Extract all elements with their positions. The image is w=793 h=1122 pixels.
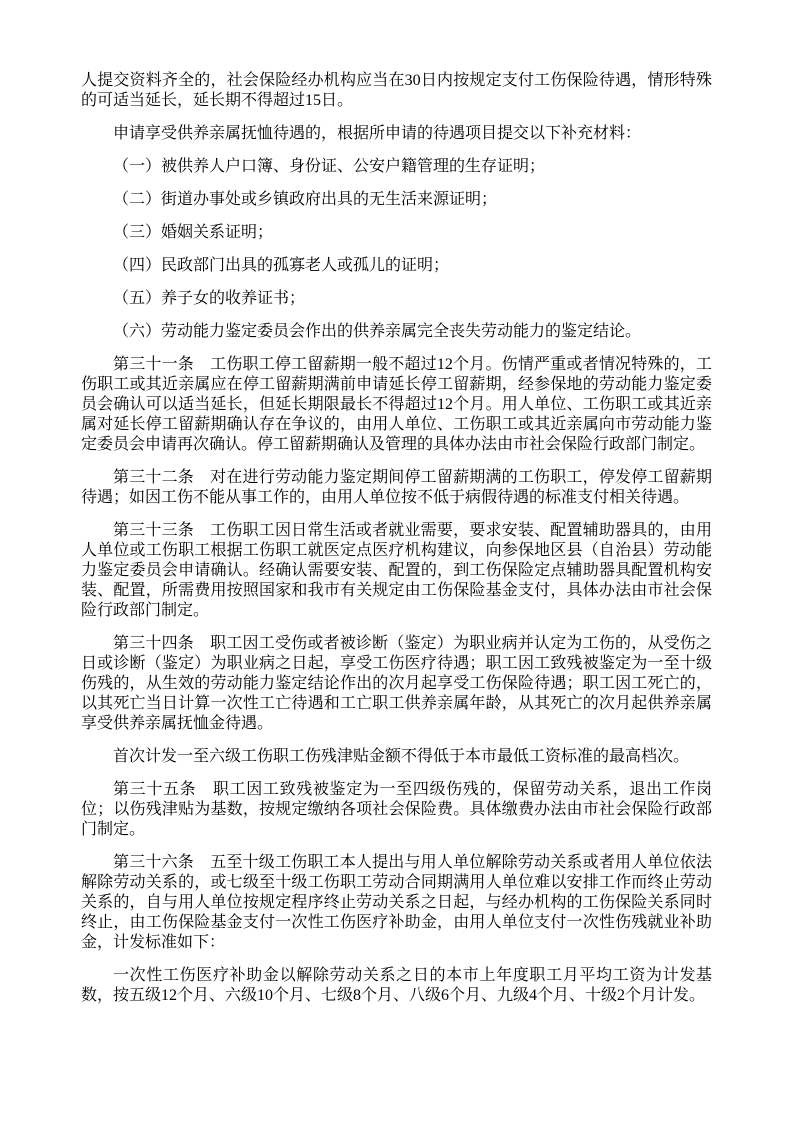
paragraph-article-32: 第三十二条 对在进行劳动能力鉴定期间停工留薪期满的工伤职工，停发停工留薪期待遇；如因工伤不能从事工作的，由用人单位按不低于病假待遇的标准支付相关待遇。 [81, 469, 712, 506]
list-item-5: （五）养子女的收养证书； [113, 290, 306, 307]
list-item-4: （四）民政部门出具的孤寡老人或孤儿的证明； [113, 257, 450, 274]
document-text-block [81, 71, 712, 1019]
paragraph-continuation-top: 人提交资料齐全的，社会保险经办机构应当在30日内按规定支付工伤保险待遇，情形特殊的可适当延长，延长期不得超过15日。 [81, 72, 712, 109]
list-item-1: （一）被供养人户口簿、身份证、公安户籍管理的生存证明； [113, 158, 546, 175]
paragraph-intro-supplementary-materials: 申请享受供养亲属抚恤待遇的，根据所申请的待遇项目提交以下补充材料： [113, 125, 642, 142]
paragraph-article-34: 第三十四条 职工因工受伤或者被诊断（鉴定）为职业病并认定为工伤的，从受伤之日或诊断（鉴定）为职业病之日起，享受工伤医疗待遇；职工因工致残被鉴定为一至十级伤残的，从生效的劳动能力鉴定结论作出的次月起享受工伤保险待遇；职工因工死亡的，以其死亡当日计算一次性工亡待遇和工亡职工供养亲属年龄，从其死亡的次月起供养亲属享受供养亲属抚恤金待遇。 [81, 635, 712, 732]
list-item-2: （二）街道办事处或乡镇政府出具的无生活来源证明； [113, 191, 498, 208]
paragraph-article-31: 第三十一条 工伤职工停工留薪期一般不超过12个月。伤情严重或者情况特殊的，工伤职工或其近亲属应在停工留薪期满前申请延长停工留薪期，经参保地的劳动能力鉴定委员会确认可以适当延长，但延长期限最长不得超过12个月。用人单位、工伤职工或其近亲属对延长停工留薪期确认存在争议的，由用人单位、工伤职工或其近亲属向市劳动能力鉴定委员会申请再次确认。停工留薪期确认及管理的具体办法由市社会保险行政部门制定。 [81, 356, 712, 453]
paragraph-first-issue-allowance: 首次计发一至六级工伤职工伤残津贴金额不得低于本市最低工资标准的最高档次。 [113, 748, 690, 765]
paragraph-medical-subsidy-standard: 一次性工伤医疗补助金以解除劳动关系之日的本市上年度职工月平均工资为计发基数，按五级12个月、六级10个月、七级8个月、八级6个月、九级4个月、十级2个月计发。 [81, 967, 712, 1004]
paragraph-article-33: 第三十三条 工伤职工因日常生活或者就业需要，要求安装、配置辅助器具的，由用人单位或工伤职工根据工伤职工就医定点医疗机构建议，向参保地区县（自治县）劳动能力鉴定委员会申请确认。经确认需要安装、配置的，到工伤保险定点辅助器具配置机构安装、配置，所需费用按照国家和我市有关规定由工伤保险基金支付，具体办法由市社会保险行政部门制定。 [81, 522, 712, 619]
list-item-6: （六）劳动能力鉴定委员会作出的供养亲属完全丧失劳动能力的鉴定结论。 [113, 323, 642, 340]
list-item-3: （三）婚姻关系证明； [113, 224, 274, 241]
paragraph-article-36: 第三十六条 五至十级工伤职工本人提出与用人单位解除劳动关系或者用人单位依法解除劳动关系的，或七级至十级工伤职工劳动合同期满用人单位难以安排工作而终止劳动关系的，自与用人单位按规定程序终止劳动关系之日起，与经办机构的工伤保险关系同时终止，由工伤保险基金支付一次性工伤医疗补助金，由用人单位支付一次性伤残就业补助金，计发标准如下： [81, 854, 712, 951]
paragraph-article-35: 第三十五条 职工因工致残被鉴定为一至四级伤残的，保留劳动关系，退出工作岗位；以伤残津贴为基数，按规定缴纳各项社会保险费。具体缴费办法由市社会保险行政部门制定。 [81, 781, 712, 838]
